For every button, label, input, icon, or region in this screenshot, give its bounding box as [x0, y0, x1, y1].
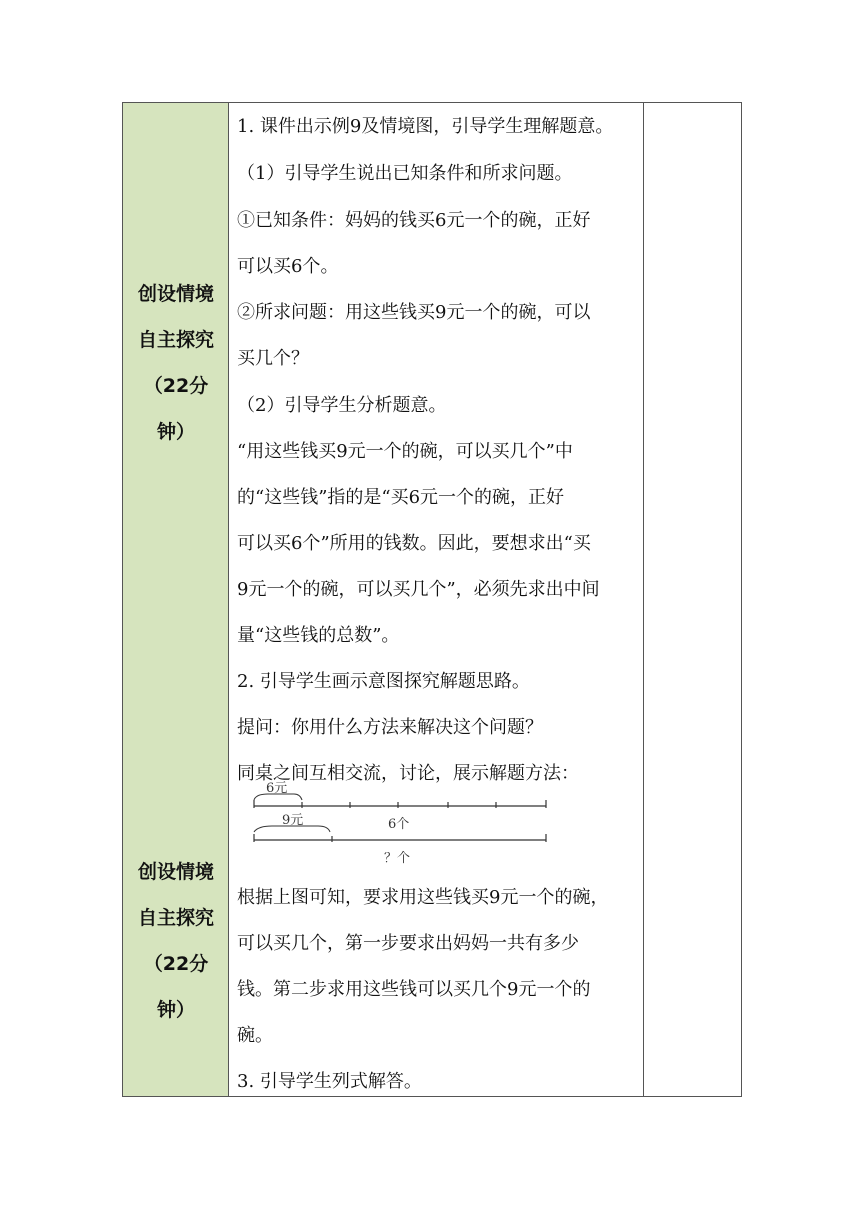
stage-label-line: （22分: [143, 953, 209, 975]
content-line: 碗。: [237, 1025, 273, 1046]
content-line: 可以买几个，第一步要求出妈妈一共有多少: [237, 933, 579, 954]
stage-label-2: [123, 849, 229, 1033]
content-line: 买几个？: [237, 348, 309, 369]
content-line: 1. 课件出示例9及情境图，引导学生理解题意。: [237, 116, 614, 137]
content-line: （1）引导学生说出已知条件和所求问题。: [237, 163, 573, 184]
content-line: 可以买6个。: [237, 256, 339, 277]
content-line: 提问：你用什么方法来解决这个问题？: [237, 717, 543, 738]
content-line: 同桌之间互相交流，讨论，展示解题方法：: [237, 763, 579, 784]
stage-label-line: （22分: [143, 375, 209, 397]
content-line: 2. 引导学生画示意图探究解题思路。: [237, 671, 530, 692]
content-line: （2）引导学生分析题意。: [237, 395, 447, 416]
content-line: 钱。第二步求用这些钱可以买几个9元一个的: [237, 979, 591, 1000]
line-segment-diagram: [248, 780, 558, 870]
content-line: 3. 引导学生列式解答。: [237, 1071, 422, 1092]
content-line: ①已知条件：妈妈的钱买6元一个的碗，正好: [237, 210, 591, 231]
content-line: ②所求问题：用这些钱买9元一个的碗，可以: [237, 302, 591, 323]
content-line: 根据上图可知，要求用这些钱买9元一个的碗，: [237, 887, 609, 908]
stage-label-line: 钟）: [156, 999, 195, 1021]
label-qge: ？个: [384, 851, 411, 866]
label-9yuan: 9元: [282, 813, 304, 828]
content-line: 9元一个的碗，可以买几个”，必须先求出中间: [237, 579, 600, 600]
stage-label-1: [123, 271, 229, 455]
stage-label-line: 创设情境: [137, 861, 214, 883]
content-line: “用这些钱买9元一个的碗，可以买几个”中: [237, 441, 573, 462]
stage-label-line: 钟）: [156, 421, 195, 443]
notes-column-divider: [643, 103, 644, 1096]
stage-label-line: 创设情境: [137, 283, 214, 305]
stage-label-line: 自主探究: [137, 907, 214, 929]
stage-label-line: 自主探究: [137, 329, 214, 351]
content-line: 可以买6个”所用的钱数。因此，要想求出“买: [237, 533, 591, 554]
label-6yuan: 6元: [266, 781, 288, 796]
stage-column: [123, 103, 229, 1096]
content-line: 量“这些钱的总数”。: [237, 625, 400, 646]
content-line: 的“这些钱”指的是“买6元一个的碗，正好: [237, 487, 565, 508]
label-6ge: 6个: [388, 817, 410, 832]
